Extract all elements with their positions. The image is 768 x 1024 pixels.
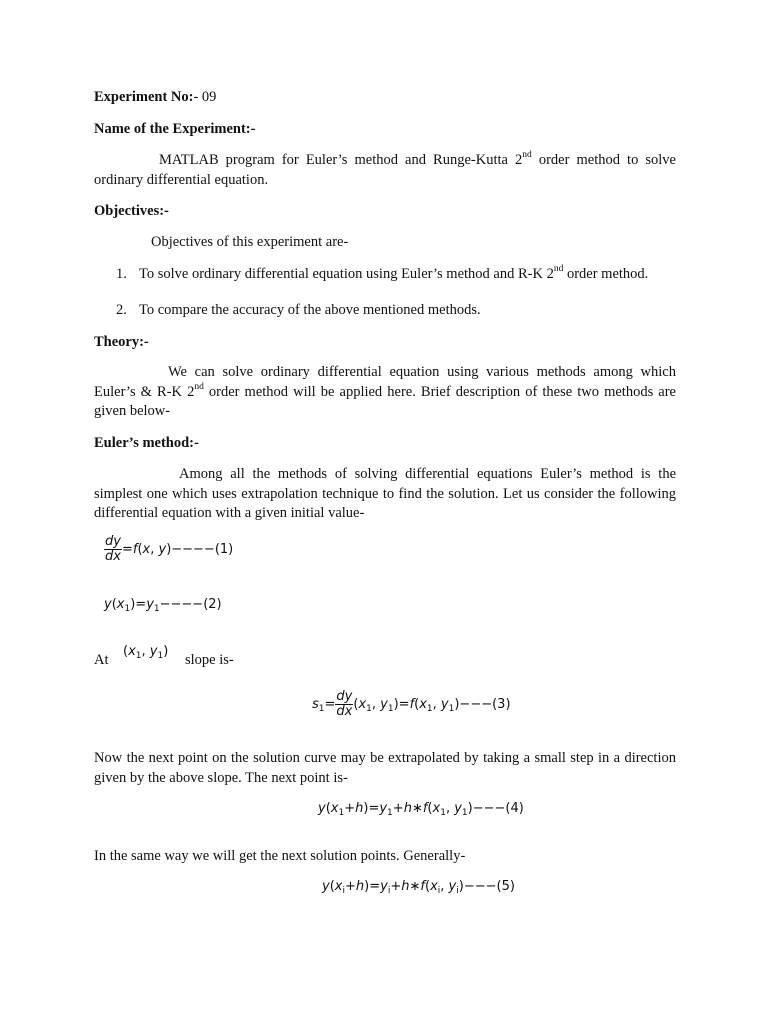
same-way-paragraph: In the same way we will get the next solution points. Generally- [94, 848, 466, 864]
list-item: 1. To solve ordinary differential equation using Euler’s method and R-K 2nd order method. [116, 264, 649, 282]
equation-2: $y(x_1)=y_1----(2)$ [104, 597, 222, 614]
equation-3: $s_1=$ $\frac{dy}{dx}$ ($x_1$, $y_1)=f(x_1$, $y_1)---(3)$ [312, 689, 511, 719]
name-paragraph: MATLAB program for Euler’s method and Runge-Kutta 2nd order method to solve ordinary differential equation. [94, 150, 676, 188]
objectives-heading: Objectives:- [94, 203, 169, 219]
equation-5: $y(x_i+h)=y_i+h∗f(x_i$, $y_i)---(5)$ [322, 879, 515, 896]
experiment-number: - 09 [193, 89, 217, 105]
name-heading: Name of the Experiment:- [94, 121, 256, 137]
experiment-number-line [94, 88, 676, 108]
list-item: 2. To compare the accuracy of the above mentioned methods. [116, 302, 481, 318]
point-x1-y1: ($x_1$, $y_1$) [123, 644, 169, 661]
theory-paragraph: We can solve ordinary differential equation using various methods among which Euler’s & R-K 2nd order method will be applied here. Brief description of these two methods are given below- [94, 364, 676, 419]
experiment-label: Experiment No: [94, 89, 194, 105]
at-label: At [94, 652, 109, 668]
slope-label: slope is- [185, 652, 234, 668]
euler-paragraph: Among all the methods of solving differential equations Euler’s method is the simplest one which uses extrapolation technique to find the solution. Let us consider the following differential equation with a given initial value- [94, 466, 676, 521]
equation-4: $y(x_1+h)=y_1+h∗f(x_1$, $y_1)---(4)$ [318, 801, 524, 818]
next-point-paragraph: Now the next point on the solution curve may be extrapolated by taking a small step in a direction given by the above slope. The next point is- [94, 750, 676, 786]
equation-1: $\frac{dy}{dx}$ =f(x, y)−−−−(1) [105, 534, 234, 564]
theory-heading: Theory:- [94, 334, 149, 350]
objectives-intro: Objectives of this experiment are- [151, 234, 349, 250]
euler-heading: Euler’s method:- [94, 435, 199, 451]
